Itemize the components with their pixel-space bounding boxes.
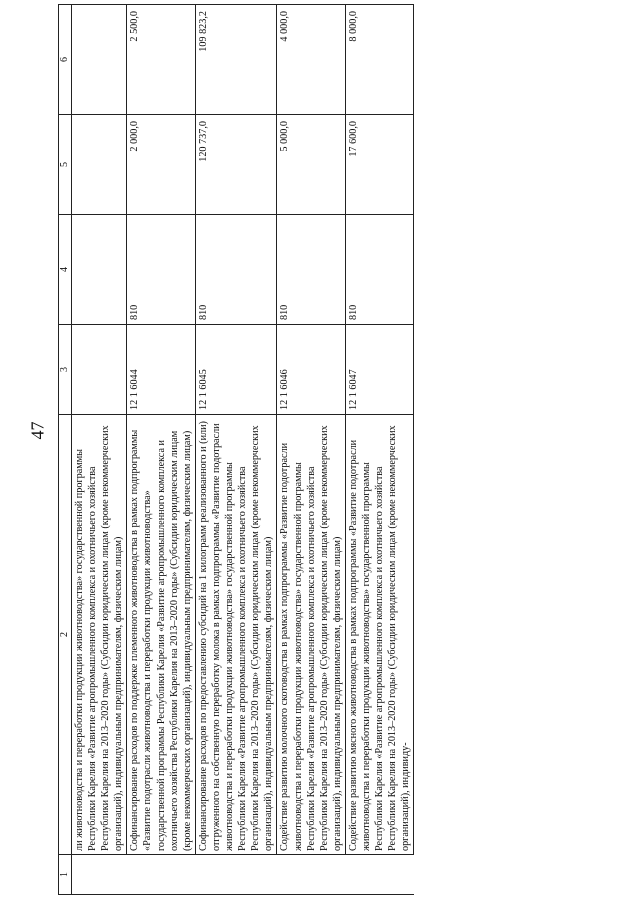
table-row: [345, 5, 413, 895]
row-2-code: 12 1 6044: [127, 325, 195, 415]
budget-table-page: [58, 5, 578, 895]
header-col-3: 3: [59, 325, 72, 415]
row-4-amount-5: 5 000,0: [277, 115, 345, 215]
row-3-col-1: [195, 855, 277, 895]
row-3-name: Софинансирование расходов по предоставлению субсидий на 1 килограмм реализованного и (или) отгруженного на собственную переработку молока в рамках подпрограммы «Развитие подотрасли животноводства и переработки продукции животноводства» государственной программы Республики Карелия «Развитие агропромышленного комплекса и охотничьего хозяйства Республики Карелия на 2013–2020 годы» (Субсидии юридическим лицам (кроме некоммерческих организаций), индивидуальным предпринимателям, физическим лицам): [195, 415, 277, 855]
row-5-code: 12 1 6047: [345, 325, 413, 415]
table-row: [195, 5, 277, 895]
header-col-2: 2: [59, 415, 72, 855]
header-col-4: 4: [59, 215, 72, 325]
row-4-amount-6: 4 000,0: [277, 5, 345, 115]
row-2-amount-5: 2 000,0: [127, 115, 195, 215]
row-2-vr: 810: [127, 215, 195, 325]
page-number: 47: [27, 421, 48, 440]
row-2-col-1: [127, 855, 195, 895]
row-4-col-1: [277, 855, 345, 895]
header-col-1: 1: [59, 855, 72, 895]
row-5-amount-5: 17 600,0: [345, 115, 413, 215]
row-4-vr: 810: [277, 215, 345, 325]
row-3-vr: 810: [195, 215, 277, 325]
table-row: [72, 5, 127, 895]
row-5-amount-6: 8 000,0: [345, 5, 413, 115]
row-1-amount-5: [72, 115, 127, 215]
row-4-name: Содействие развитию молочного скотоводства в рамках подпрограммы «Развитие подотрасли животноводства и переработки продукции животноводства» государственной программы Республики Карелия «Развитие агропромышленного комплекса и охотничьего хозяйства Республики Карелия на 2013–2020 годы» (Субсидии юридическим лицам (кроме некоммерческих организаций), индивидуальным предпринимателям, физическим лицам): [277, 415, 345, 855]
budget-table: [58, 4, 414, 895]
row-5-vr: 810: [345, 215, 413, 325]
row-1-code: [72, 325, 127, 415]
header-col-6: 6: [59, 5, 72, 115]
row-2-amount-6: 2 500,0: [127, 5, 195, 115]
row-1-amount-6: [72, 5, 127, 115]
row-5-col-1: [345, 855, 413, 895]
row-1-col-1: [72, 855, 127, 895]
row-1-vr: [72, 215, 127, 325]
row-1-name: ли животноводства и переработки продукции животноводства» государственной программы Республики Карелия «Развитие агропромышленного комплекса и охотничьего хозяйства Республики Карелия на 2013–2020 годы» (Субсидии юридическим лицам (кроме некоммерческих организаций), индивидуальным предпринимателям, физическим лицам): [72, 415, 127, 855]
header-col-5: 5: [59, 115, 72, 215]
table-row: [127, 5, 195, 895]
row-4-code: 12 1 6046: [277, 325, 345, 415]
row-5-name: Содействие развитию мясного животноводства в рамках подпрограммы «Развитие подотрасли животноводства и переработки продукции животноводства» государственной программы Республики Карелия «Развитие агропромышленного комплекса и охотничьего хозяйства Республики Карелия на 2013–2020 годы» (Субсидии юридическим лицам (кроме некоммерческих организаций), индивиду-: [345, 415, 413, 855]
row-3-amount-5: 120 737,0: [195, 115, 277, 215]
row-2-name: Софинансирование расходов по поддержке племенного животноводства в рамках подпрограммы «Развитие подотрасли животноводства и переработки продукции животноводства» государственной программы Республики Карелия «Развитие агропромышленного комплекса и охотничьего хозяйства Республики Карелия на 2013–2020 годы» (Субсидии юридическим лицам (кроме некоммерческих организаций), индивидуальным предпринимателям, физическим лицам): [127, 415, 195, 855]
header-row: [59, 5, 72, 895]
row-3-amount-6: 109 823,2: [195, 5, 277, 115]
table-row: [277, 5, 345, 895]
row-3-code: 12 1 6045: [195, 325, 277, 415]
